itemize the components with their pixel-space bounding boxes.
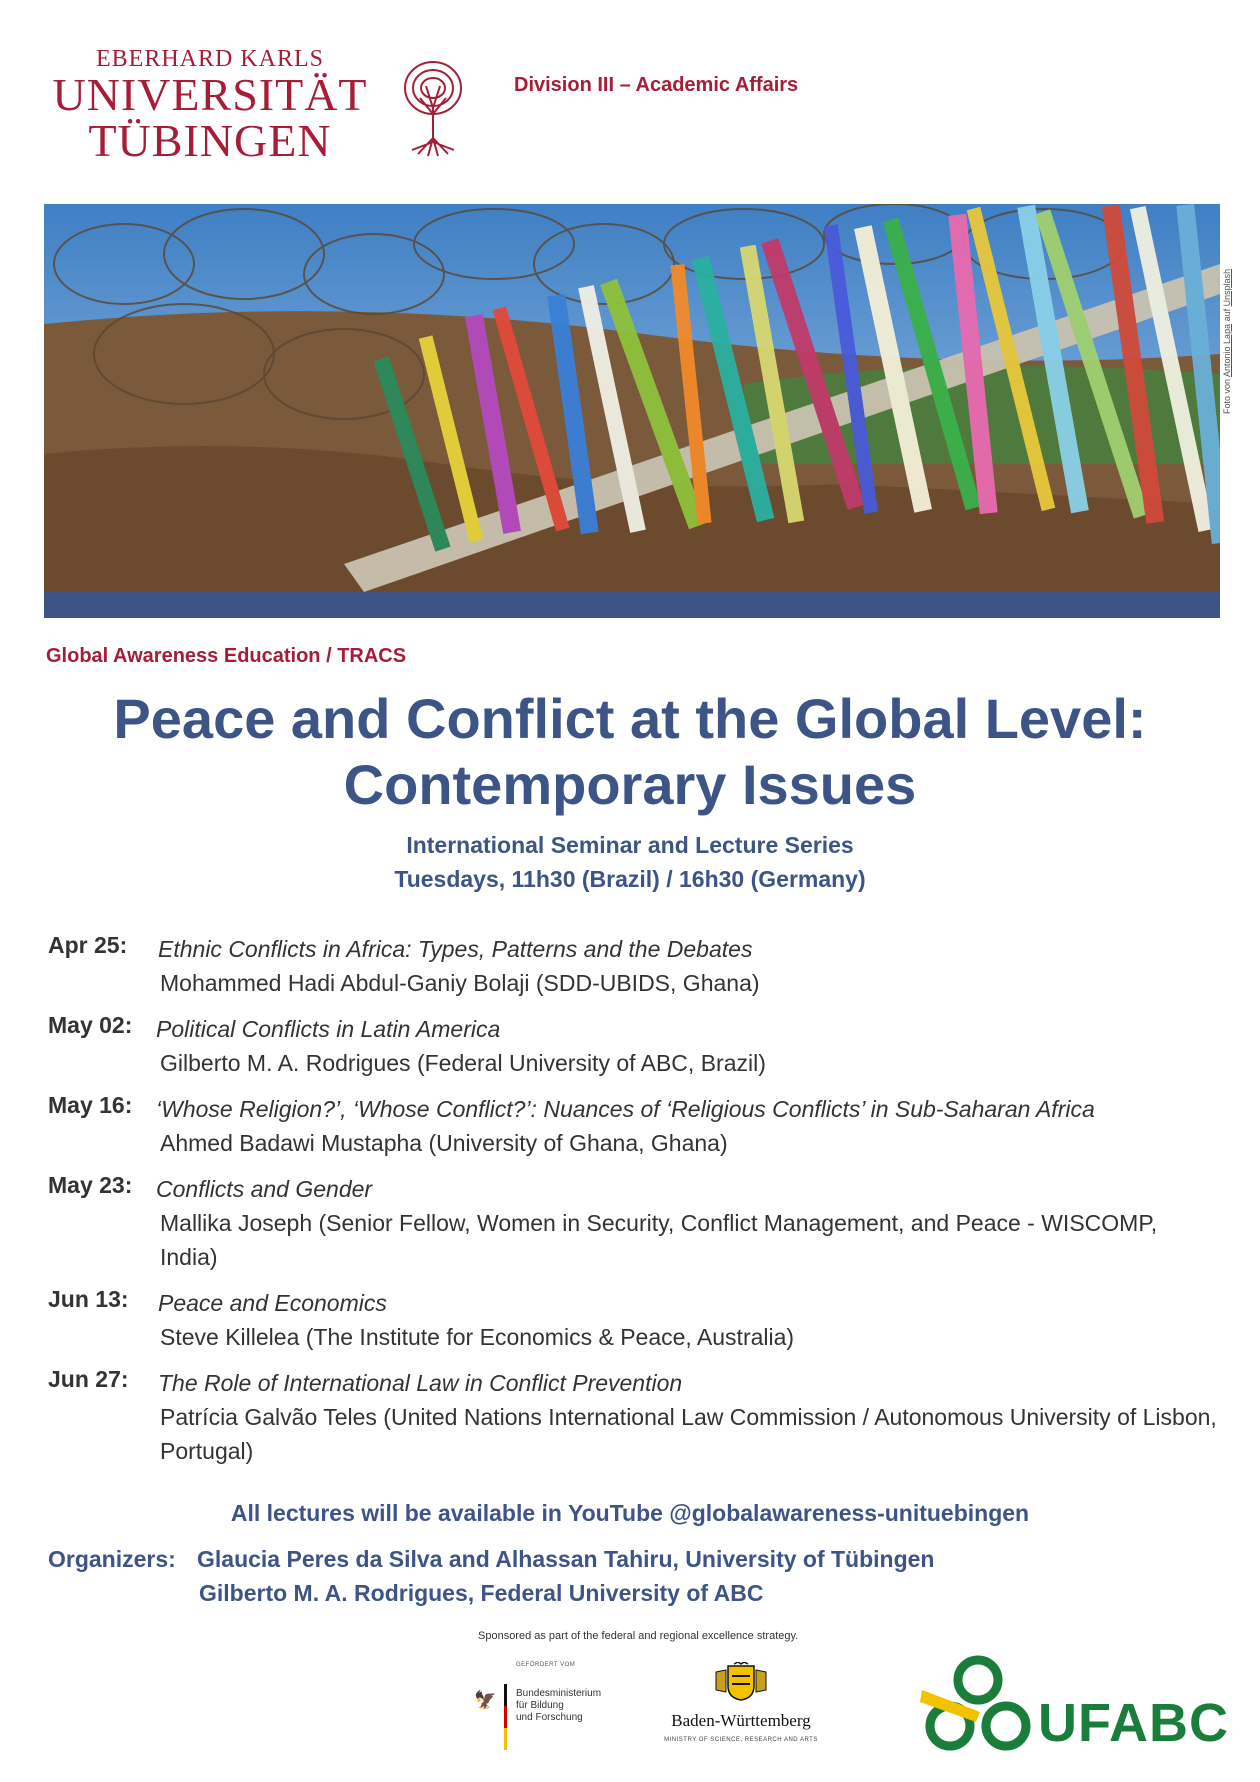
lecture-date: Jun 13: (48, 1286, 129, 1312)
federal-eagle-icon: 🦅 (474, 1690, 497, 1710)
lecture-item (48, 1012, 1238, 1080)
lecture-speaker: Mallika Joseph (Senior Fellow, Women in Security, Conflict Management, and Peace - WISCOMP, India) (160, 1210, 1158, 1270)
lecture-date: Apr 25: (48, 932, 128, 958)
lecture-speaker: Mohammed Hadi Abdul-Ganiy Bolaji (SDD-UBIDS, Ghana) (160, 970, 760, 996)
lecture-list (48, 932, 1238, 1480)
university-logo-line1: EBERHARD KARLS (95, 46, 325, 72)
ufabc-wordmark: UFABC (1038, 1693, 1229, 1753)
photo-caption-bar (44, 592, 1220, 618)
bw-coat-of-arms-icon (708, 1662, 774, 1702)
bmbf-logo (470, 1662, 620, 1752)
university-logo-line3: TÜBINGEN (88, 115, 332, 166)
bmbf-name-line2: für Bildung (516, 1700, 564, 1711)
event-subtitle: International Seminar and Lecture Series (406, 832, 854, 858)
bmbf-name (516, 1688, 601, 1724)
lecture-topic: Conflicts and Gender (156, 1176, 373, 1202)
lecture-topic: ‘Whose Religion?’, ‘Whose Conflict?’: Nuances of ‘Religious Conflicts’ in Sub-Saharan Africa (156, 1096, 1095, 1122)
youtube-notice: All lectures will be available in YouTube @globalawareness-unituebingen (230, 1500, 1030, 1526)
university-logo (50, 46, 370, 166)
baden-wuerttemberg-logo (646, 1662, 836, 1750)
organizer-primary: Glaucia Peres da Silva and Alhassan Tahiru, University of Tübingen (197, 1546, 935, 1572)
university-logo-line2: UNIVERSITÄT (52, 69, 368, 120)
photo-credit (1222, 214, 1236, 414)
ufabc-logo (920, 1650, 1229, 1760)
ufabc-emblem-icon (920, 1650, 1040, 1760)
lecture-item (48, 1286, 1238, 1354)
lecture-date: May 16: (48, 1092, 133, 1118)
photo-credit-author-link[interactable]: Antonio Lapa (1222, 323, 1232, 377)
lecture-speaker: Ahmed Badawi Mustapha (University of Ghana, Ghana) (160, 1130, 728, 1156)
bmbf-name-line3: und Forschung (516, 1712, 583, 1723)
german-flag-stripe-icon (504, 1684, 507, 1750)
lecture-item (48, 1366, 1238, 1468)
lecture-date: Jun 27: (48, 1366, 129, 1392)
lecture-topic: The Role of International Law in Conflict Prevention (158, 1370, 683, 1396)
bw-name: Baden-Württemberg (671, 1711, 811, 1730)
photo-credit-mid: auf (1222, 306, 1232, 324)
lecture-speaker: Steve Killelea (The Institute for Economics & Peace, Australia) (160, 1324, 795, 1350)
lecture-item (48, 932, 1238, 1000)
lecture-item (48, 1092, 1238, 1160)
tree-emblem-icon (400, 58, 466, 158)
lecture-topic: Peace and Economics (158, 1290, 387, 1316)
bmbf-funded-by: GEFÖRDERT VOM (516, 1662, 576, 1668)
lecture-speaker: Gilberto M. A. Rodrigues (Federal University of ABC, Brazil) (160, 1050, 766, 1076)
event-title (40, 686, 1220, 818)
photo-credit-prefix: Foto von (1222, 376, 1232, 414)
event-title-line1: Peace and Conflict at the Global Level: (113, 687, 1147, 750)
lecture-topic: Political Conflicts in Latin America (156, 1016, 501, 1042)
lecture-speaker: Patrícia Galvão Teles (United Nations International Law Commission / Autonomous University of Lisbon, Portugal) (160, 1404, 1217, 1464)
photo-credit-site-link[interactable]: Unsplash (1222, 268, 1232, 307)
division-label: Division III – Academic Affairs (514, 74, 799, 96)
lecture-date: May 02: (48, 1012, 133, 1038)
event-title-line2: Contemporary Issues (343, 753, 917, 816)
ribbons-barbed-wire-photo (44, 204, 1220, 592)
lecture-item (48, 1172, 1238, 1274)
lecture-date: May 23: (48, 1172, 133, 1198)
bw-ministry: MINISTRY OF SCIENCE, RESEARCH AND ARTS (664, 1737, 818, 1743)
event-schedule: Tuesdays, 11h30 (Brazil) / 16h30 (Germany) (394, 866, 866, 892)
bmbf-name-line1: Bundesministerium (516, 1688, 602, 1699)
organizer-secondary: Gilberto M. A. Rodrigues, Federal University of ABC (199, 1580, 764, 1606)
organizers-label: Organizers: (48, 1546, 176, 1572)
sponsor-note: Sponsored as part of the federal and regional excellence strategy. (478, 1630, 799, 1642)
lecture-topic: Ethnic Conflicts in Africa: Types, Patterns and the Debates (158, 936, 753, 962)
program-kicker: Global Awareness Education / TRACS (46, 645, 407, 667)
